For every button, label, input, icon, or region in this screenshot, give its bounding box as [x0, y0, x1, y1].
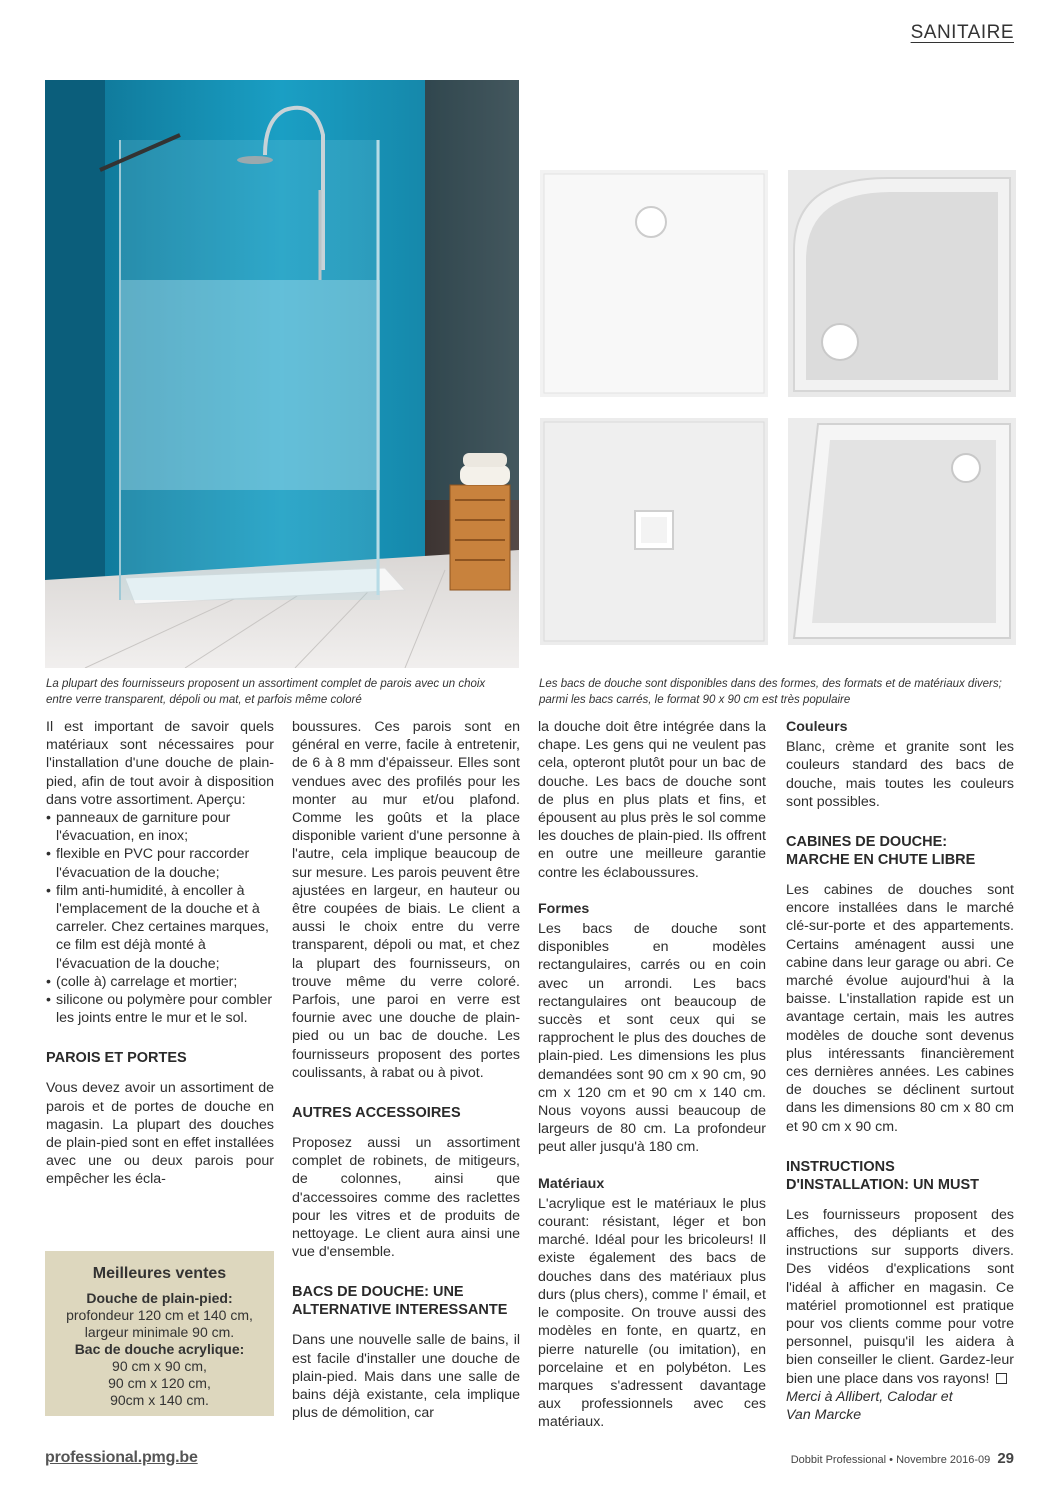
heading-materiaux: Matériaux	[538, 1175, 605, 1192]
box-title: Meilleures ventes	[92, 1265, 227, 1282]
intro-paragraph: Il est important de savoir quels matériaux sont nécessaires pour l'installation d'une douche de plain-pied, afin de tout avoir à disposition dans votre assortiment. Aperçu:	[46, 719, 274, 808]
heading-parois: PAROIS ET PORTES	[46, 1050, 187, 1067]
heading-couleurs: Couleurs	[786, 719, 848, 735]
paragraph: L'acrylique est le matériaux le plus courant: résistant, léger et bon marché. Idéal pour les bricoleurs! Il existe également des bacs de douches dans des matériaux plus durs (plus chers), comme l' émail, et le composite. On trouve aussi des modèles en fonte, en quartz, en pierre naturelle (ou imitation), en porcelaine et en polybéton. Les marques s'adressent davantage aux professionnels avec ces matériaux.	[538, 1195, 766, 1431]
paragraph-text: Les fournisseurs proposent des affiches, des dépliants et des instructions sur supports divers. Des vidéos d'explications sont l'idéal à afficher en magasin. Ce matériel promotionnel est pratique pour vos clients comme pour votre personnel, puisqu'il les aidera à bien conseiller le client. Gardez-leur bien une place dans vos rayons!	[786, 1206, 1014, 1387]
box-subheading: Douche de plain-pied:	[86, 1290, 233, 1306]
column-2	[292, 718, 520, 1437]
box-line: profondeur 120 cm et 140 cm,	[66, 1307, 253, 1323]
box-line: 90 cm x 90 cm,	[112, 1358, 207, 1374]
thanks-line: Merci à Allibert, Calodar et	[786, 1388, 953, 1405]
shower-photo	[45, 80, 519, 668]
list-item: • silicone ou polymère pour combler les joints entre le mur et le sol.	[46, 991, 274, 1027]
list-item: • (colle à) carrelage et mortier;	[46, 973, 274, 991]
heading-cabines: CABINES DE DOUCHE: MARCHE EN CHUTE LIBRE	[786, 834, 976, 869]
photo-caption-left: La plupart des fournisseurs proposent un assortiment complet de parois avec un choix entre verre transparent, dépoli ou mat, et parfois même coloré	[46, 678, 486, 706]
magazine-info: Dobbit Professional • Novembre 2016-09	[790, 1454, 991, 1466]
thanks-line: Van Marcke	[786, 1407, 862, 1424]
paragraph	[786, 1206, 1014, 1388]
list-item: • panneaux de garniture pour l'évacuation, en inox;	[46, 809, 274, 845]
heading-bacs: BACS DE DOUCHE: UNE ALTERNATIVE INTERESSANTE	[292, 1284, 508, 1319]
paragraph: boussures. Ces parois sont en général en verre, facile à entretenir, de 6 à 8 mm d'épaisseur. Elles sont vendues avec des profilés pour les monter au mur et/ou plafond. Comme les goûts et la place disponible varient d'une personne à l'autre, cela implique beaucoup de sur mesure. Les parois peuvent être ajustées en largeur, en hauteur ou être coupées de biais. Le client a aussi le choix entre du verre transparent, dépoli ou mat, et chez la plupart des fournisseurs, on trouve même du verre coloré. Parfois, une paroi en verre est fournie avec une douche de plain-pied ou un bac de douche. Les fournisseurs proposent des portes coulissants, à rabat ou à pivot.	[292, 719, 520, 1081]
paragraph: Blanc, crème et granite sont les couleurs standard des bacs de douche, mais toutes les couleurs sont possibles.	[786, 739, 1014, 810]
website-link[interactable]: professional.pmg.be	[45, 1449, 198, 1466]
best-sellers-box	[45, 1251, 274, 1416]
end-mark-icon	[996, 1373, 1007, 1384]
column-1	[46, 718, 274, 1203]
page-number: 29	[997, 1450, 1014, 1467]
tray-textured-photo	[540, 418, 768, 645]
list-item: • flexible en PVC pour raccorder l'évacuation de la douche;	[46, 845, 274, 881]
section-label: SANITAIRE	[910, 22, 1014, 43]
paragraph: Dans une nouvelle salle de bains, il est facile d'installer une douche de plain-pied. Mais dans une salle de bains déjà existante, cela implique plus de démolition, car	[292, 1332, 520, 1422]
heading-formes: Formes	[538, 900, 590, 917]
page-footer	[791, 1450, 1014, 1467]
heading-accessoires: AUTRES ACCESSOIRES	[292, 1105, 461, 1122]
tray-square-photo	[788, 418, 1016, 645]
photo-caption-right: Les bacs de douche sont disponibles dans des formes, des formats et de matériaux divers; parmi les bacs carrés, le format 90 x 90 cm est très populaire	[539, 678, 1002, 706]
paragraph: Les cabines de douches sont encore installées dans le marché clé-sur-porte et des appartements. Certains aménagent aussi une cabine dans leur garage ou abri. Ce marché évolue aujourd'hui à la baisse. L'installation rapide est un avantage certain, mais les autres modèles de douche sont devenus plus intéressants financièrement ces dernières années. Les cabines de douches se déclinent surtout dans les dimensions 80 cm x 80 cm et 90 cm x 90 cm.	[786, 882, 1014, 1135]
paragraph: Les bacs de douche sont disponibles en modèles rectangulaires, carrés ou en coin avec un arrondi. Les bacs rectangulaires ont beaucoup de succès et sont ceux qui se rapprochent le plus des douches de plain-pied. Les dimensions les plus demandées sont 90 cm x 90 cm, 90 cm x 120 cm et 90 cm x 140 cm. Nous voyons aussi beaucoup de largeurs de 80 cm. La profondeur peut aller jusqu'à 180 cm.	[538, 921, 766, 1156]
paragraph: la douche doit être intégrée dans la chape. Les gens qui ne veulent pas cela, opteront plutôt pour un bac de douche. Les bacs de douche sont de plus en plus plats et fins, et épousent au plus près le sol comme les douches de plain-pied. Ils offrent en outre une meilleure garantie contre les éclaboussures.	[538, 719, 766, 881]
box-line: 90cm x 140 cm.	[110, 1392, 209, 1408]
materials-list	[46, 809, 274, 1027]
box-line: largeur minimale 90 cm.	[84, 1324, 235, 1340]
box-subheading: Bac de douche acrylique:	[74, 1341, 245, 1357]
heading-instructions: INSTRUCTIONS D'INSTALLATION: UN MUST	[786, 1158, 979, 1193]
column-4	[786, 718, 1014, 1424]
column-3	[538, 718, 766, 1446]
list-item: • film anti-humidité, à encoller à l'emplacement de la douche et à carreler. Chez certaines marques, ce film est déjà monté à l'évacuation de la douche;	[46, 882, 274, 973]
tray-flat-photo	[540, 170, 768, 397]
tray-quadrant-photo	[788, 170, 1016, 397]
paragraph: Vous devez avoir un assortiment de parois et de portes de douche en magasin. La plupart des douches de plain-pied sont en effet installées avec une ou deux parois pour empêcher les écla-	[46, 1080, 274, 1188]
paragraph: Proposez aussi un assortiment complet de robinets, de mitigeurs, de colonnes, ainsi que d'accessoires comme des raclettes pour les vitres et de produits de nettoyage. Le client aura ainsi une vue d'ensemble.	[292, 1135, 520, 1261]
box-line: 90 cm x 120 cm,	[108, 1375, 211, 1391]
